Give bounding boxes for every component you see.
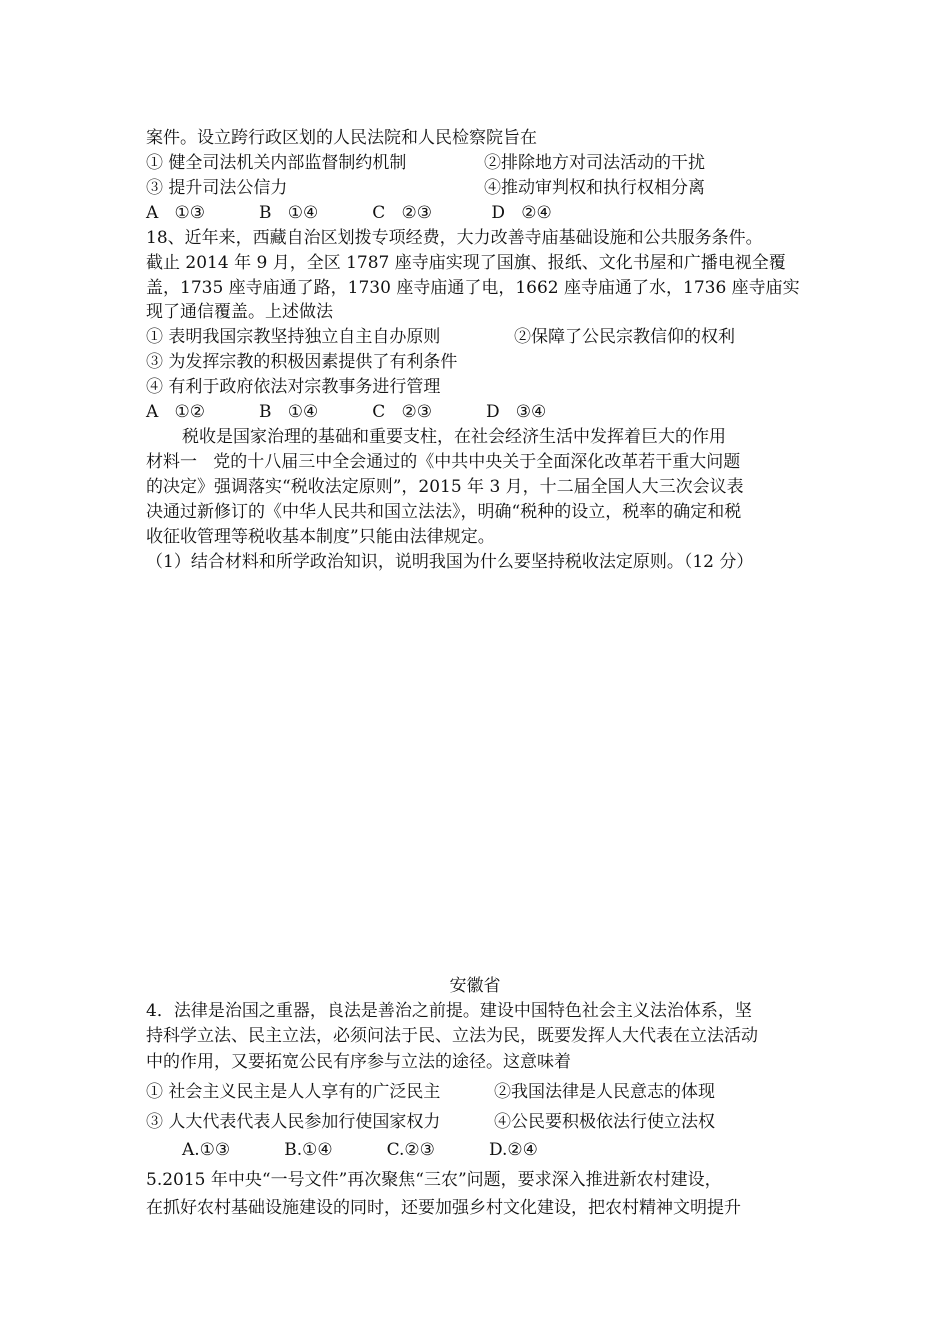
- material-line-4: 决通过新修订的《中华人民共和国立法法》，明确“税种的设立，税率的确定和税: [146, 502, 742, 522]
- q18-line-3: 盖，1735 座寺庙通了路，1730 座寺庙通了电，1662 座寺庙通了水，1736 座寺庙实: [146, 278, 800, 298]
- q18-option-1: ① 表明我国宗教坚持独立自主自办原则: [146, 327, 441, 347]
- q4-option-4: ④公民要积极依法行使立法权: [494, 1112, 715, 1132]
- q5-line-2: 在抓好农村基础设施建设的同时，还要加强乡村文化建设，把农村精神文明提升: [146, 1198, 741, 1218]
- q4-line-2: 持科学立法、民主立法，必须问法于民、立法为民，既要发挥人大代表在立法活动: [146, 1026, 758, 1046]
- q4-answer-choices: A.①③ B.①④ C.②③ D.②④: [182, 1140, 538, 1160]
- q18-option-4: ④ 有利于政府依法对宗教事务进行管理: [146, 377, 441, 397]
- q4-line-3: 中的作用，又要拓宽公民有序参与立法的途径。这意味着: [146, 1052, 571, 1072]
- material-question: （1）结合材料和所学政治知识，说明我国为什么要坚持税收法定原则。（12 分）: [146, 552, 754, 572]
- q4-option-3: ③ 人大代表代表人民参加行使国家权力: [146, 1112, 441, 1132]
- q4-line-1: 4．法律是治国之重器，良法是善治之前提。建设中国特色社会主义法治体系，坚: [146, 1001, 752, 1021]
- q4-option-2: ②我国法律是人民意志的体现: [494, 1082, 715, 1102]
- material-line-3: 的决定》强调落实“税收法定原则”，2015 年 3 月，十二届全国人大三次会议表: [146, 477, 744, 497]
- material-intro: 税收是国家治理的基础和重要支柱，在社会经济生活中发挥着巨大的作用: [182, 427, 726, 447]
- q5-line-1: 5.2015 年中央“一号文件”再次聚焦“三农”问题，要求深入推进新农村建设，: [146, 1170, 722, 1190]
- option-1: ① 健全司法机关内部监督制约机制: [146, 153, 407, 173]
- option-3: ③ 提升司法公信力: [146, 178, 288, 198]
- question-text: 案件。设立跨行政区划的人民法院和人民检察院旨在: [146, 128, 537, 148]
- material-line-2: 材料一 党的十八届三中全会通过的《中共中央关于全面深化改革若干重大问题: [146, 452, 741, 472]
- q18-answer-choices: A ①② B ①④ C ②③ D ③④: [146, 402, 547, 422]
- section-title: 安徽省: [449, 976, 501, 996]
- material-line-5: 收征收管理等税收基本制度”只能由法律规定。: [146, 527, 495, 547]
- q18-option-3: ③ 为发挥宗教的积极因素提供了有利条件: [146, 352, 458, 372]
- q4-option-1: ① 社会主义民主是人人享有的广泛民主: [146, 1082, 441, 1102]
- q18-line-2: 截止 2014 年 9 月，全区 1787 座寺庙实现了国旗、报纸、文化书屋和广播电视全覆: [146, 253, 786, 273]
- q18-line-4: 现了通信覆盖。上述做法: [146, 302, 333, 322]
- answer-choices: A ①③ B ①④ C ②③ D ②④: [146, 203, 552, 223]
- option-4: ④推动审判权和执行权相分离: [484, 178, 705, 198]
- option-2: ②排除地方对司法活动的干扰: [484, 153, 705, 173]
- q18-option-2: ②保障了公民宗教信仰的权利: [514, 327, 735, 347]
- q18-line-1: 18、近年来，西藏自治区划拨专项经费，大力改善寺庙基础设施和公共服务条件。: [146, 228, 763, 248]
